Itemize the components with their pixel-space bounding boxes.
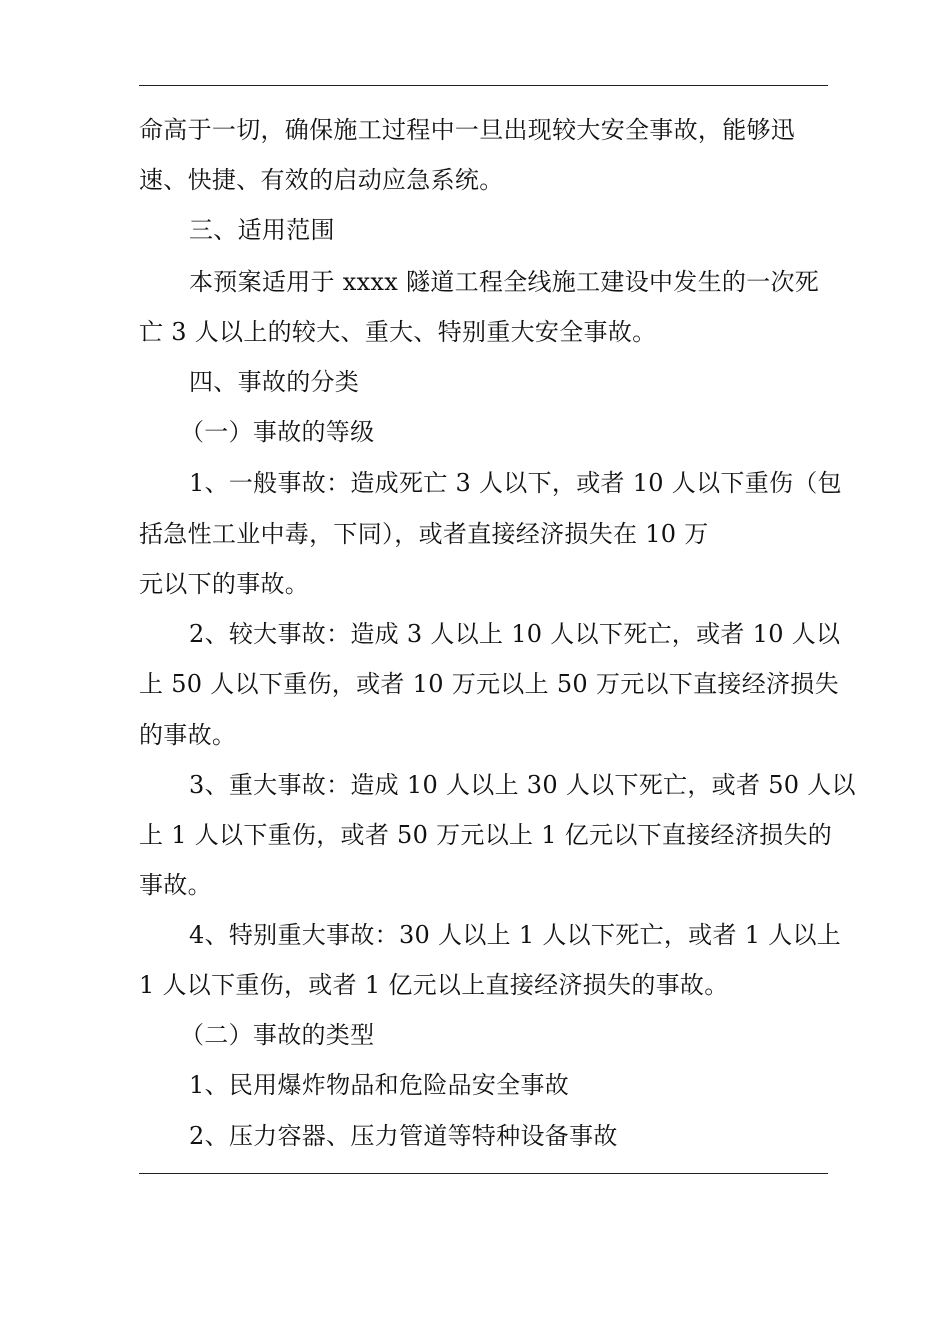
list-item-line: 3、重大事故：造成 10 人以上 30 人以下死亡，或者 50 人以 (189, 771, 856, 799)
footer-rule (139, 1173, 828, 1174)
list-item-line: 2、较大事故：造成 3 人以上 10 人以下死亡，或者 10 人以 (189, 620, 841, 648)
header-rule (139, 85, 828, 86)
body-text-line: 本预案适用于 xxxx 隧道工程全线施工建设中发生的一次死 (189, 268, 820, 296)
list-item-line: 的事故。 (139, 721, 237, 749)
subsection-heading: （一）事故的等级 (180, 418, 375, 446)
section-heading: 三、适用范围 (189, 216, 335, 244)
list-item-line: 事故。 (139, 871, 212, 899)
subsection-heading: （二）事故的类型 (180, 1021, 375, 1049)
list-item-line: 1、民用爆炸物品和危险品安全事故 (189, 1071, 570, 1099)
body-text-line: 命高于一切，确保施工过程中一旦出现较大安全事故，能够迅 (139, 116, 796, 144)
body-text-line: 速、快捷、有效的启动应急系统。 (139, 166, 504, 194)
list-item-line: 上 1 人以下重伤，或者 50 万元以上 1 亿元以下直接经济损失的 (139, 821, 833, 849)
list-item-line: 2、压力容器、压力管道等特种设备事故 (189, 1122, 618, 1150)
list-item-line: 上 50 人以下重伤，或者 10 万元以上 50 万元以下直接经济损失 (139, 670, 839, 698)
body-text-line: 亡 3 人以上的较大、重大、特别重大安全事故。 (139, 318, 657, 346)
list-item-line: 括急性工业中毒，下同），或者直接经济损失在 10 万 (139, 520, 709, 548)
list-item-line: 1 人以下重伤，或者 1 亿元以上直接经济损失的事故。 (139, 971, 729, 999)
list-item-line: 1、一般事故：造成死亡 3 人以下，或者 10 人以下重伤（包 (189, 469, 842, 497)
section-heading: 四、事故的分类 (189, 368, 360, 396)
list-item-line: 元以下的事故。 (139, 570, 310, 598)
list-item-line: 4、特别重大事故：30 人以上 1 人以下死亡，或者 1 人以上 (189, 921, 842, 949)
